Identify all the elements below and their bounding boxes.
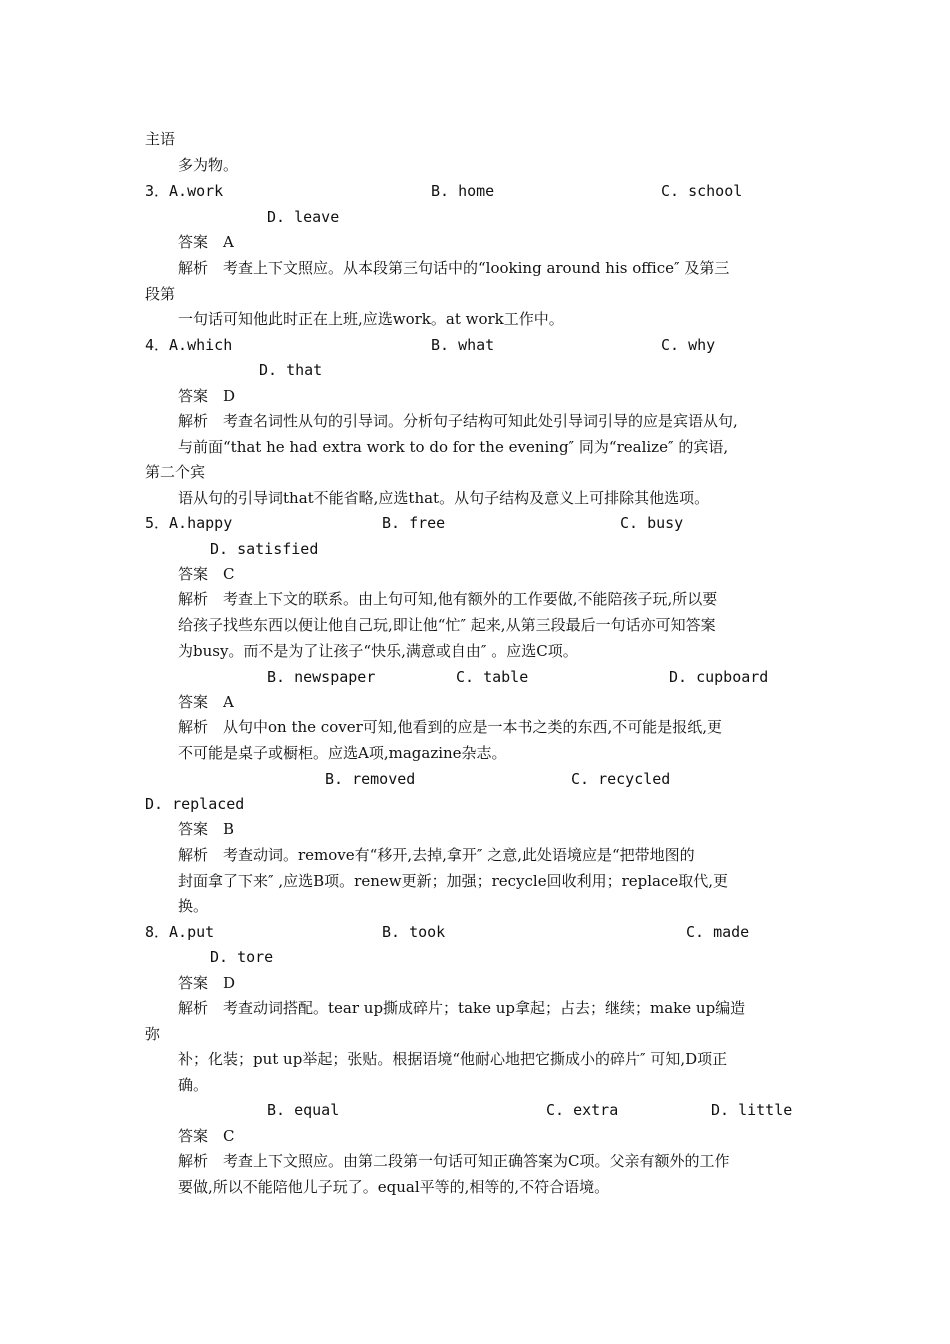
analysis-line: 解析 从句中on the cover可知,他看到的应是一本书之类的东西,不可能是报纸,更: [178, 718, 723, 736]
option-c: C. why: [661, 336, 716, 354]
option-c: C. busy: [620, 514, 684, 532]
text-line: 与前面“that he had extra work to do for the evening″ 同为“realize″ 的宾语,: [178, 438, 729, 456]
text-line: 第二个宾: [145, 463, 206, 481]
option-c: C. recycled: [571, 770, 671, 788]
text-line: 为busy。而不是为了让孩子“快乐,满意或自由″ 。应选C项。: [178, 642, 578, 660]
option-b: B. removed: [325, 770, 416, 788]
option-d: D. satisfied: [210, 540, 319, 558]
analysis-line: 解析 考查动词。remove有“移开,去掉,拿开″ 之意,此处语境应是“把带地图的: [178, 846, 695, 864]
text-line: 多为物。: [178, 156, 239, 174]
text-line: 主语: [145, 130, 176, 148]
option-b: B. what: [431, 336, 495, 354]
option-c: C. table: [456, 668, 529, 686]
text-line: 补；化装；put up举起；张贴。根据语境“他耐心地把它撕成小的碎片″ 可知,D项正: [178, 1050, 728, 1068]
option-c: C. extra: [546, 1101, 619, 1119]
answer-line: 答案 C: [178, 565, 235, 583]
analysis-line: 解析 考查上下文照应。从本段第三句话中的“looking around his office″ 及第三: [178, 259, 730, 277]
text-line: 不可能是桌子或橱柜。应选A项,magazine杂志。: [178, 744, 507, 762]
analysis-line: 解析 考查上下文照应。由第二段第一句话可知正确答案为C项。父亲有额外的工作: [178, 1152, 730, 1170]
answer-line: 答案 B: [178, 820, 235, 838]
option-b: B. newspaper: [267, 668, 376, 686]
answer-line: 答案 D: [178, 387, 236, 405]
text-line: 要做,所以不能陪他儿子玩了。equal平等的,相等的,不符合语境。: [178, 1178, 610, 1196]
option-d: D. tore: [210, 948, 274, 966]
option-c: C. made: [686, 923, 750, 941]
text-line: 语从句的引导词that不能省略,应选that。从句子结构及意义上可排除其他选项。: [178, 489, 710, 507]
option-b: B. took: [382, 923, 446, 941]
text-line: 弥: [145, 1025, 161, 1043]
option-d: D. cupboard: [669, 668, 769, 686]
option-a: 4．A.which: [145, 336, 233, 354]
analysis-line: 解析 考查名词性从句的引导词。分析句子结构可知此处引导词引导的应是宾语从句,: [178, 412, 738, 430]
answer-line: 答案 A: [178, 233, 234, 251]
analysis-line: 解析 考查动词搭配。tear up撕成碎片；take up拿起；占去；继续；make up编造: [178, 999, 746, 1017]
option-d: D. leave: [267, 208, 340, 226]
option-c: C. school: [661, 182, 743, 200]
option-d: D. little: [711, 1101, 793, 1119]
option-a: 3．A.work: [145, 182, 224, 200]
option-b: B. home: [431, 182, 495, 200]
text-line: 一句话可知他此时正在上班,应选work。at work工作中。: [178, 310, 564, 328]
option-b: B. equal: [267, 1101, 340, 1119]
text-line: 换。: [178, 897, 209, 915]
text-line: 确。: [178, 1076, 209, 1094]
analysis-line: 解析 考查上下文的联系。由上句可知,他有额外的工作要做,不能陪孩子玩,所以要: [178, 590, 718, 608]
option-a: 5．A.happy: [145, 514, 233, 532]
option-d: D. that: [259, 361, 323, 379]
answer-line: 答案 D: [178, 974, 236, 992]
text-line: 段第: [145, 285, 176, 303]
text-line: 封面拿了下来″ ,应选B项。renew更新；加强；recycle回收利用；replace取代,更: [178, 872, 729, 890]
answer-line: 答案 A: [178, 693, 234, 711]
option-b: B. free: [382, 514, 446, 532]
text-line: 给孩子找些东西以便让他自己玩,即让他“忙″ 起来,从第三段最后一句话亦可知答案: [178, 616, 716, 634]
option-d: D. replaced: [145, 795, 245, 813]
option-a: 8．A.put: [145, 923, 215, 941]
answer-line: 答案 C: [178, 1127, 235, 1145]
